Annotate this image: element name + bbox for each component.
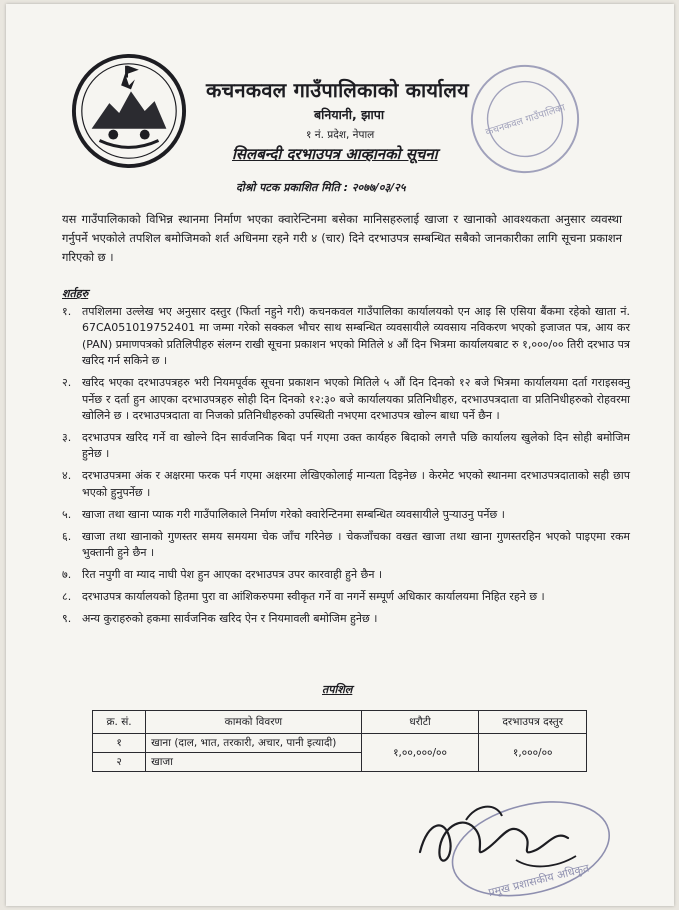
deposit-amount: १,००,०००/०० — [361, 734, 479, 772]
address-line-2: १ नं. प्रदेश, नेपाल — [306, 129, 375, 141]
col-header-sn: क्र. सं. — [93, 711, 146, 734]
annex-table — [92, 710, 587, 772]
col-header-fee: दरभाउपत्र दस्तुर — [479, 711, 587, 734]
notice-title: सिलबन्दी दरभाउपत्र आव्हानको सूचना — [232, 145, 438, 163]
row-description: खाजा — [146, 753, 362, 772]
table-header-row — [93, 711, 587, 734]
condition-item: ४. दरभाउपत्रमा अंक र अक्षरमा फरक पर्न गएमा अक्षरमा लेखिएकोलाई मान्यता दिइनेछ । केरमेट भएको स्थानमा दरभाउपत्रदाताको सही छाप भएको हुनुपर्नेछ । — [62, 469, 630, 499]
signature-stamp — [406, 790, 616, 900]
intro-paragraph: यस गाउँपालिकाको विभिन्न स्थानमा निर्माण भएका क्वारेन्टिनमा बसेका मानिसहरुलाई खाजा र खानाको आवश्यकता अनुसार व्यवस्था गर्नुपर्ने भएकोले तपशिल बमोजिमको शर्त अधिनमा रहने गरी ४ (चार) दिने दरभाउपत्र सम्बन्धित सबैको जानकारीका लागि सूचना प्रकाशन गरिएको छ । — [62, 212, 622, 264]
condition-item: २. खरिद भएका दरभाउपत्रहरु भरी नियमपूर्वक सूचना प्रकाशन भएको मितिले ५ औं दिन दिनको १२ बजे भित्रमा कार्यालयमा दर्ता गराइसक्नु पर्नेछ र दर्ता हुन आएका दरभाउपत्रहरु सोही दिन दिनको १२:३० बजे कार्यालयका प्रतिनिधीहरु, दरभाउपत्रदाता वा प्रतिनिधीहरुको रोहवरमा खोलिने छ । दरभाउपत्रदाता वा निजको प्रतिनिधीहरुको उपस्थिती नभएमा दरभाउपत्र खोल्न बाधा पर्ने छैन । — [62, 376, 630, 423]
condition-item: १. तपशिलमा उल्लेख भए अनुसार दस्तुर (फिर्ता नहुने गरी) कचनकवल गाउँपालिका कार्यालयको एन आइ सि एसिया बैंकमा रहेको खाता नं. 67CA05101975240​1 मा जम्मा गरेको सक्कल भौचर साथ सम्बन्धित व्यवसायीले व्यवसाय नविकरण भएको इजाजत पत्र, आय कर (PAN) प्रमाणपत्रको प्रतिलिपीहरु संलग्न राखी सूचना प्रकाशन भएको मितिले ४ औं दिन भित्रमा कार्यालयबाट रु १,०००/०० तिरी दरभाउ पत्र खरिद गर्न सकिने छ । — [62, 305, 630, 368]
notice-page — [6, 4, 674, 906]
row-sn: १ — [93, 734, 146, 753]
tender-fee: १,०००/०० — [479, 734, 587, 772]
conditions-list — [62, 304, 630, 633]
condition-item: ३. दरभाउपत्र खरिद गर्ने वा खोल्ने दिन सार्वजनिक बिदा पर्न गएमा उक्त कार्यहरु बिदाको लगत्तै पछि कार्यालय खुलेको दिन सोही बमोजिम हुनेछ । — [62, 431, 630, 461]
row-sn: २ — [93, 753, 146, 772]
address-line-1: बनियानी, झापा — [314, 107, 385, 122]
condition-item: ५. खाजा तथा खाना प्याक गरी गाउँपालिकाले निर्माण गरेको क्वारेन्टिनमा सम्बन्धित व्यवसायीले पुऱ्याउनु पर्नेछ । — [62, 507, 505, 521]
table-row — [93, 734, 587, 753]
condition-item: ९. अन्य कुराहरुको हकमा सार्वजनिक खरिद ऐन र नियमावली बमोजिम हुनेछ । — [62, 612, 378, 626]
col-header-deposit: धरौटी — [361, 711, 479, 734]
office-stamp — [466, 60, 584, 178]
condition-item: ७. रित नपुगी वा म्याद नाघी पेश हुन आएका दरभाउपत्र उपर कारवाही हुने छैन । — [62, 568, 383, 582]
col-header-description: कामको विवरण — [146, 711, 362, 734]
publication-date: दोश्रो पटक प्रकाशित मिति : २०७७/०३/२५ — [236, 181, 406, 194]
signature-title: प्रमुख प्रशासकीय अधिकृत — [487, 861, 591, 900]
office-title: कचनकवल गाउँपालिकाको कार्यालय — [206, 78, 469, 102]
annex-heading: तपशिल — [322, 683, 353, 696]
row-description: खाना (दाल, भात, तरकारी, अचार, पानी इत्यादी) — [146, 734, 362, 753]
stamp-text: कचनकवल गाउँपालिका — [484, 102, 567, 139]
condition-item: ६. खाजा तथा खानाको गुणस्तर समय समयमा चेक जाँच गरिनेछ । चेकजाँचका वखत खाजा तथा खाना गुणस्तरहिन भएको पाइएमा रकम भुक्तानी हुने छैन । — [62, 529, 630, 560]
condition-item: ८. दरभाउपत्र कार्यालयको हितमा पुरा वा आंशिकरुपमा स्वीकृत गर्ने वा नगर्ने सम्पूर्ण अधिकार कार्यालयमा निहित रहने छ । — [62, 590, 545, 604]
nepal-emblem-logo — [70, 52, 188, 170]
conditions-heading: शर्तहरु — [62, 287, 89, 300]
